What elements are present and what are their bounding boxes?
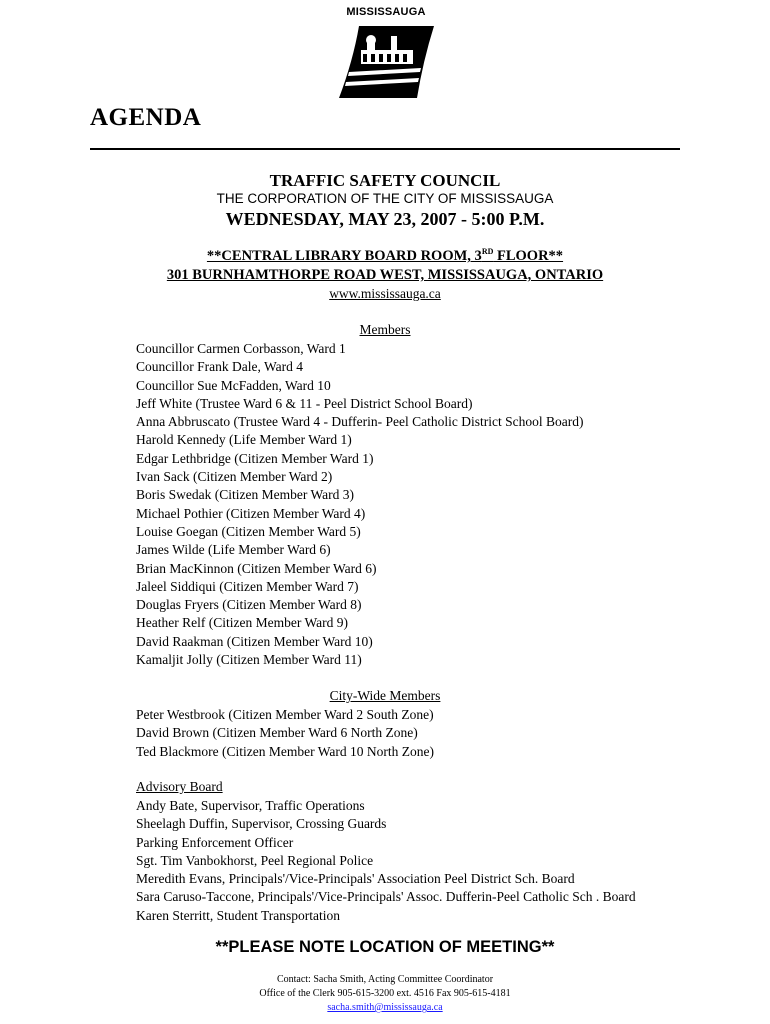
- website-link[interactable]: www.mississauga.ca: [329, 286, 441, 301]
- list-item: Kamaljit Jolly (Citizen Member Ward 11): [136, 652, 362, 668]
- list-item: Councillor Sue McFadden, Ward 10: [136, 377, 331, 393]
- advisory-heading: Advisory Board: [136, 779, 223, 794]
- meeting-location: [0, 247, 770, 265]
- list-item: Jeff White (Trustee Ward 6 & 11 - Peel District School Board): [136, 395, 473, 411]
- list-item: James Wilde (Life Member Ward 6): [136, 542, 331, 558]
- list-item: Ivan Sack (Citizen Member Ward 2): [136, 469, 333, 485]
- list-item: Councillor Frank Dale, Ward 4: [136, 359, 304, 375]
- list-item: Parking Enforcement Officer: [136, 834, 294, 850]
- list-item: David Raakman (Citizen Member Ward 10): [136, 633, 373, 649]
- advisory-list: [136, 797, 636, 925]
- list-item: Karen Sterritt, Student Transportation: [136, 907, 340, 923]
- heading-divider: [90, 148, 680, 150]
- location-suffix: FLOOR**: [493, 248, 564, 264]
- list-item: Edgar Lethbridge (Citizen Member Ward 1): [136, 450, 374, 466]
- list-item: Ted Blackmore (Citizen Member Ward 10 North Zone): [136, 743, 435, 759]
- floor-superscript: RD: [481, 247, 494, 256]
- mississauga-logo: [331, 6, 441, 106]
- location-notice: **PLEASE NOTE LOCATION OF MEETING**: [215, 938, 555, 956]
- list-item: Boris Swedak (Citizen Member Ward 3): [136, 487, 354, 503]
- list-item: Councillor Carmen Corbasson, Ward 1: [136, 341, 346, 356]
- citywide-list: [136, 706, 434, 761]
- list-item: Heather Relf (Citizen Member Ward 9): [136, 615, 348, 631]
- meeting-address: 301 BURNHAMTHORPE ROAD WEST, MISSISSAUGA, ONTARIO: [166, 267, 604, 283]
- list-item: Anna Abbruscato (Trustee Ward 4 - Dufferin- Peel Catholic District School Board): [136, 414, 584, 430]
- council-title: TRAFFIC SAFETY COUNCIL: [269, 171, 501, 190]
- list-item: Douglas Fryers (Citizen Member Ward 8): [136, 597, 362, 613]
- city-emblem-icon: [331, 6, 441, 106]
- list-item: Harold Kennedy (Life Member Ward 1): [136, 432, 352, 448]
- logo-wordmark: MISSISSAUGA: [346, 6, 426, 18]
- agenda-heading: AGENDA: [90, 104, 202, 131]
- members-list: [136, 340, 583, 669]
- location-prefix: **CENTRAL LIBRARY BOARD ROOM, 3: [206, 248, 482, 264]
- meeting-date: WEDNESDAY, MAY 23, 2007 - 5:00 P.M.: [225, 209, 545, 229]
- members-heading: Members: [359, 322, 411, 337]
- citywide-heading: City-Wide Members: [329, 688, 441, 703]
- list-item: Peter Westbrook (Citizen Member Ward 2 South Zone): [136, 707, 434, 722]
- list-item: Jaleel Siddiqui (Citizen Member Ward 7): [136, 578, 359, 594]
- list-item: Michael Pothier (Citizen Member Ward 4): [136, 505, 366, 521]
- list-item: Andy Bate, Supervisor, Traffic Operations: [136, 798, 365, 813]
- contact-line: Contact: Sacha Smith, Acting Committee Coordinator: [276, 974, 494, 985]
- list-item: Brian MacKinnon (Citizen Member Ward 6): [136, 560, 377, 576]
- corporation-name: THE CORPORATION OF THE CITY OF MISSISSAUGA: [216, 191, 554, 206]
- list-item: Sara Caruso-Taccone, Principals'/Vice-Principals' Assoc. Dufferin-Peel Catholic Sch . Board: [136, 889, 636, 905]
- list-item: David Brown (Citizen Member Ward 6 North Zone): [136, 725, 418, 741]
- list-item: Meredith Evans, Principals'/Vice-Principals' Association Peel District Sch. Board: [136, 871, 575, 887]
- list-item: Louise Goegan (Citizen Member Ward 5): [136, 523, 361, 539]
- office-contact-line: Office of the Clerk 905-615-3200 ext. 4516 Fax 905-615-4181: [259, 988, 511, 999]
- list-item: Sgt. Tim Vanbokhorst, Peel Regional Police: [136, 852, 374, 868]
- email-link[interactable]: sacha.smith@mississauga.ca: [327, 1002, 443, 1013]
- list-item: Sheelagh Duffin, Supervisor, Crossing Guards: [136, 816, 387, 832]
